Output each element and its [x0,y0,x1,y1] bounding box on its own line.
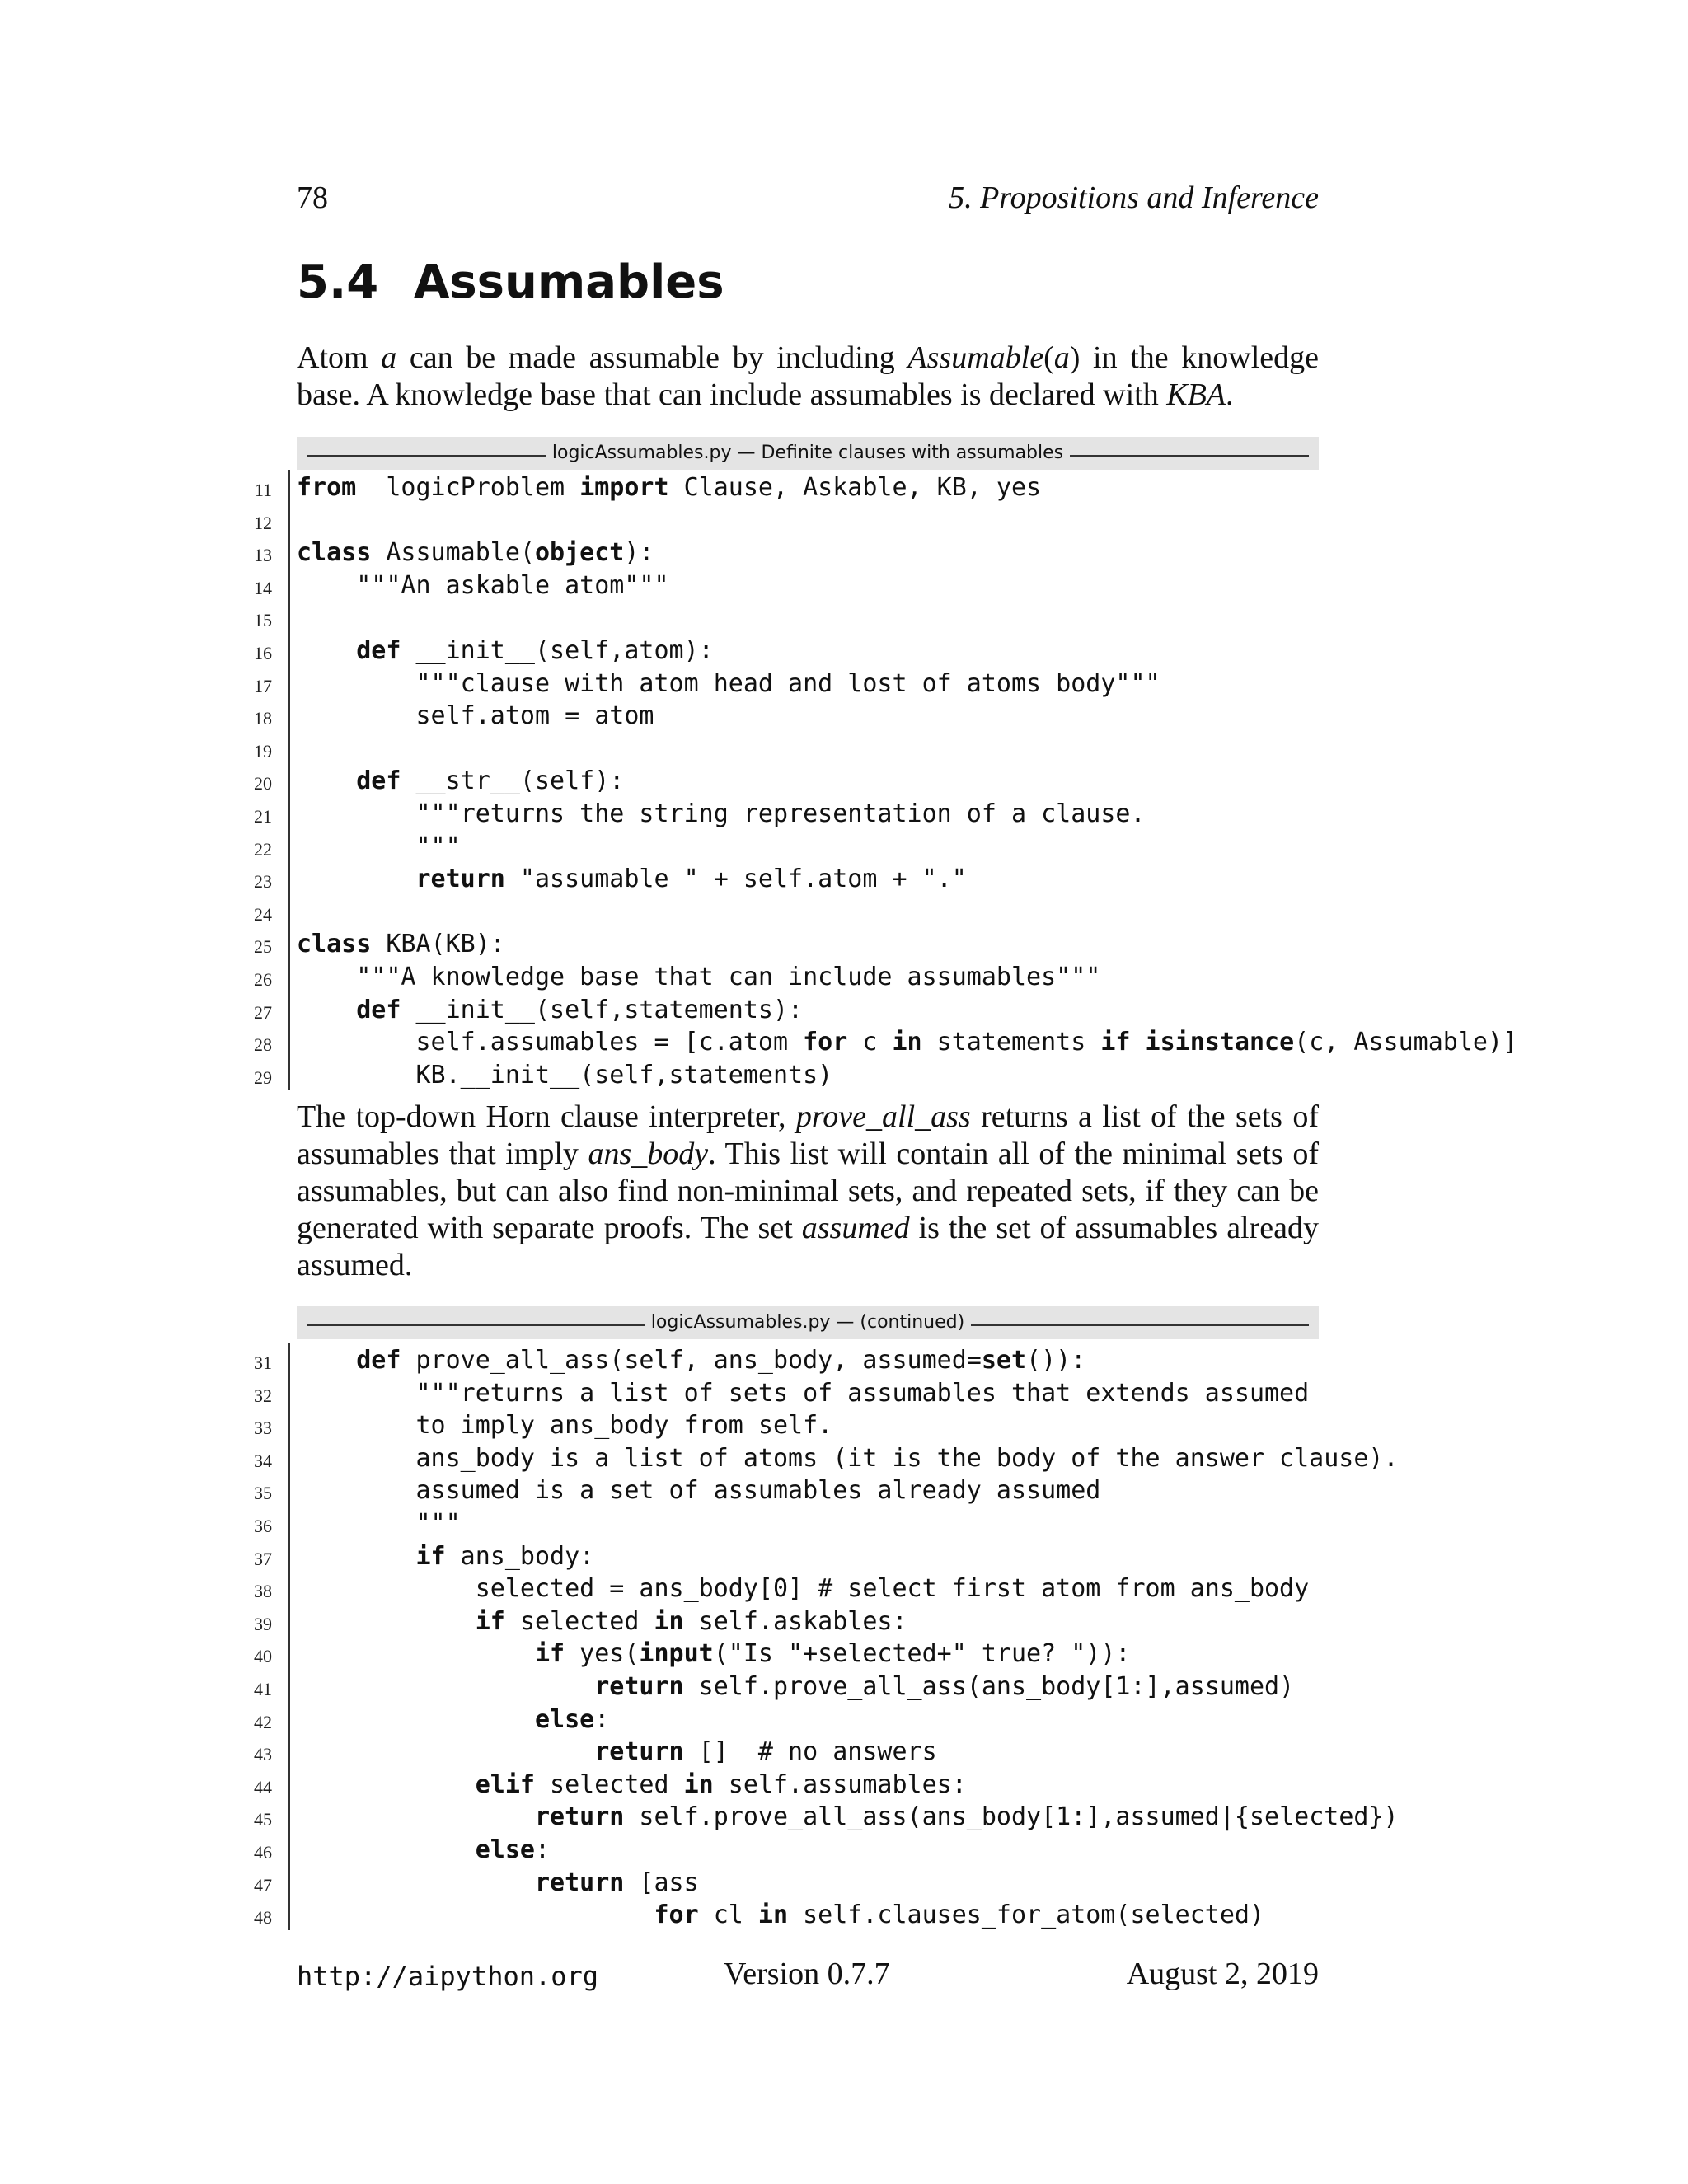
code-keyword: object [535,538,625,568]
code-line [247,1865,1451,1898]
code-keyword: in [654,1606,684,1636]
code-text [297,963,1100,991]
code-token [297,1672,594,1701]
code-text [297,865,967,893]
code-listing-2 [247,1343,1451,1930]
line-number: 12 [254,512,272,533]
code-token [297,1607,476,1636]
code-text [297,1770,967,1799]
line-number: 24 [254,903,272,925]
code-token: __str__(self): [401,766,625,796]
code-line [247,1669,1451,1702]
code-text [297,1411,832,1440]
code-token [297,865,416,893]
code-token: statements [921,1028,1101,1057]
code-keyword: def [356,766,401,796]
code-keyword: in [892,1028,922,1057]
code-line [247,470,1451,503]
code-token: cl [698,1900,758,1930]
footer-version: Version 0.7.7 [724,1957,890,1991]
footer-date: August 2, 2019 [1126,1957,1319,1991]
code-line [247,568,1451,601]
code-text [297,538,654,567]
math-term: KBA [1166,377,1226,412]
code-line [247,1057,1451,1090]
code-keyword: in [757,1900,789,1930]
line-number: 19 [254,740,272,762]
code-keyword: in [683,1769,714,1799]
code-token: """returns the string representation of a clause. [297,799,1146,828]
code-keyword: for [654,1900,699,1930]
code-token: """clause with atom head and lost of atoms body""" [297,668,1160,698]
code-token [297,996,356,1024]
code-token: : [535,1835,551,1864]
code-token [297,1542,416,1571]
code-text [297,1868,699,1897]
code-keyword: isinstance [1145,1028,1295,1057]
code-keyword: return [415,865,505,894]
code-line [247,503,1451,536]
line-number: 15 [254,610,272,631]
code-token: self.assumables: [713,1769,967,1799]
code-token: """ [297,832,461,861]
code-keyword: def [356,995,401,1024]
line-number: 21 [254,805,272,827]
code-line [247,1832,1451,1865]
line-number: 39 [254,1613,272,1634]
code-token: ("Is "+selected+" true? ")): [713,1639,1131,1669]
code-token: self.prove_all_ass(ans_body[1:],assumed|{selected}) [624,1802,1399,1832]
code-line [247,1604,1451,1637]
code-keyword: for [803,1028,848,1057]
text-run: . [1226,377,1234,412]
code-token: __init__(self,statements): [401,995,804,1024]
code-line [247,763,1451,796]
code-line [247,1376,1451,1408]
code-line [247,861,1451,894]
code-keyword: return [534,1868,625,1897]
line-number: 38 [254,1581,272,1602]
code-text [297,1444,1399,1473]
code-line [247,796,1451,829]
code-token: assumed is a set of assumables already assumed [297,1476,1101,1506]
code-line [247,1636,1451,1669]
code-text [297,636,714,665]
code-line [247,926,1451,959]
line-number: 27 [254,1001,272,1023]
code-keyword: def [356,635,401,665]
line-number: 25 [254,936,272,958]
code-line [247,992,1451,1025]
code-keyword: set [981,1346,1027,1375]
code-text [297,799,1146,828]
footer-url[interactable]: http://aipython.org [297,1961,599,1992]
code-token: __init__(self,atom): [401,635,714,665]
code-line [247,1408,1451,1441]
code-keyword: elif [475,1769,535,1799]
code-line [247,600,1451,633]
math-var: a [381,340,397,375]
code-text [297,996,803,1024]
text-run: can be made assumable by including [396,340,908,375]
code-text [297,1476,1100,1505]
code-text [297,1672,1294,1701]
code-token: [ass [624,1868,699,1897]
code-token [297,1802,535,1831]
code-token: "assumable " + self.atom + "." [504,865,967,894]
code-line [247,698,1451,731]
intro-paragraph [297,340,1319,414]
code-line [247,1441,1451,1474]
section-heading [297,255,724,309]
function-name: prove_all_ass [795,1099,971,1134]
explanation-paragraph [297,1099,1319,1284]
code-text [297,571,669,600]
code-line [247,829,1451,862]
code-banner-2 [297,1306,1319,1339]
code-token: """A knowledge base that can include assumables""" [297,962,1101,991]
line-number: 31 [254,1352,272,1373]
code-token: KB.__init__(self,statements) [297,1060,833,1090]
code-token: ans_body: [445,1541,595,1571]
code-token: ): [624,538,654,568]
code-keyword: if [475,1606,505,1636]
code-text [297,1639,1130,1668]
code-token: (c, Assumable)] [1294,1028,1518,1057]
code-keyword: class [297,538,372,568]
line-number: 43 [254,1744,272,1765]
line-number: 33 [254,1418,272,1439]
code-token [297,1770,476,1799]
code-token [297,1737,594,1766]
code-text [297,1802,1399,1831]
line-number: 16 [254,642,272,663]
line-number: 17 [254,675,272,696]
code-keyword: if [1100,1028,1131,1057]
code-token [297,1705,535,1734]
code-text [297,930,505,958]
code-keyword: return [534,1802,625,1832]
code-keyword: return [594,1737,684,1767]
code-keyword: else [534,1704,595,1734]
section-title: Assumables [414,255,724,309]
code-text [297,669,1160,698]
line-number: 46 [254,1841,272,1863]
code-text [297,1061,832,1090]
line-number: 20 [254,773,272,794]
code-token [297,1835,476,1864]
code-text [297,1542,594,1571]
code-text [297,1737,937,1766]
code-line [247,1702,1451,1735]
code-token [1130,1028,1145,1057]
code-text [297,701,654,730]
line-number: 34 [254,1450,272,1471]
code-banner-1 [297,437,1319,470]
code-keyword: def [356,1346,401,1375]
code-text [297,1379,1309,1408]
code-line [247,1024,1518,1057]
code-token: : [594,1704,610,1734]
page-number: 78 [297,180,328,215]
text-run: ( [1043,340,1054,375]
code-token: selected [535,1769,684,1799]
line-number: 48 [254,1907,272,1929]
code-line [247,1343,1451,1376]
code-keyword: from [297,473,357,502]
code-banner-title: logicAssumables.py — (continued) [645,1312,971,1333]
code-line [247,1799,1451,1832]
line-number: 44 [254,1776,272,1797]
line-number: 26 [254,968,272,990]
running-title: 5. Propositions and Inference [949,180,1319,215]
code-text [297,1346,1085,1375]
code-token [297,1639,535,1668]
code-line [247,1767,1451,1800]
code-line [247,1571,1451,1604]
text-run: is the set of assumables already assumed. [297,1211,1320,1282]
line-number: 47 [254,1874,272,1896]
code-keyword: return [594,1671,684,1701]
variable-name: assumed [801,1211,910,1245]
code-token: selected = ans_body[0] # select first atom from ans_body [297,1574,1310,1604]
variable-name: ans_body [588,1137,709,1171]
code-token: ()): [1026,1346,1086,1375]
code-line [247,1734,1451,1767]
text-run: The top-down Horn clause interpreter, [297,1099,796,1134]
code-token: yes( [565,1639,640,1669]
line-number: 41 [254,1678,272,1699]
code-text [297,1028,1517,1057]
line-number: 23 [254,871,272,893]
code-token: self.prove_all_ass(ans_body[1:],assumed) [683,1671,1295,1701]
code-keyword: input [639,1639,714,1669]
code-text [297,1607,907,1636]
code-text [297,473,1041,502]
code-keyword: import [579,473,669,502]
code-token [297,1346,356,1375]
code-token: prove_all_ass(self, ans_body, assumed= [401,1346,982,1375]
line-number: 32 [254,1385,272,1406]
code-line [247,894,1451,927]
code-line [247,1539,1451,1572]
code-banner-title: logicAssumables.py — Definite clauses with assumables [546,443,1070,463]
code-token: logicProblem [356,473,580,502]
code-token: selected [504,1606,654,1636]
section-number: 5.4 [297,255,379,309]
code-token [297,1900,654,1929]
page-footer [297,1956,1319,1997]
code-token: self.askables: [683,1606,907,1636]
code-token: self.assumables = [c.atom [297,1028,804,1057]
line-number: 42 [254,1711,272,1732]
line-number: 13 [254,545,272,566]
text-run: . This list will contain all of the minimal sets of assumables, but can also find non-minimal sets, and repeated sets, if they can be generated with separate proofs. The set [297,1137,1319,1245]
code-line [247,1897,1451,1930]
code-text [297,1900,1264,1929]
line-number: 36 [254,1515,272,1536]
code-text [297,832,461,861]
code-token: [] # no answers [683,1737,937,1767]
page-header [297,180,1319,226]
code-text [297,1705,609,1734]
code-token: self.atom = atom [297,701,654,731]
text-run: returns a list of the sets of assumables that imply [297,1099,1319,1171]
code-line [247,1506,1451,1539]
code-token: """returns a list of sets of assumables that extends assumed [297,1378,1310,1408]
code-text [297,1835,550,1864]
code-text [297,1509,461,1538]
code-token: """ [297,1508,461,1538]
line-number: 22 [254,838,272,860]
code-line [247,1473,1451,1506]
code-token: KBA(KB): [371,930,505,959]
line-number: 28 [254,1034,272,1056]
code-keyword: if [415,1541,446,1571]
text-run: ) [1069,340,1081,375]
line-number: 11 [254,480,272,500]
code-token: Clause, Askable, KB, yes [668,473,1042,502]
code-line [247,731,1451,764]
code-text [297,1574,1309,1603]
code-token [297,766,356,795]
code-token: Assumable( [371,538,535,568]
code-token: """An askable atom""" [297,570,669,600]
math-term: Assumable [907,340,1044,375]
line-number: 37 [254,1548,272,1569]
code-line [247,666,1451,699]
text-run: Atom [297,340,382,375]
code-token: ans_body is a list of atoms (it is the body of the answer clause). [297,1443,1399,1473]
code-token: self.clauses_for_atom(selected) [788,1900,1265,1930]
code-keyword: class [297,930,372,959]
code-listing-1 [247,470,1518,1090]
line-number: 35 [254,1483,272,1504]
code-token: c [847,1028,893,1057]
line-number: 40 [254,1646,272,1667]
code-keyword: else [475,1835,535,1864]
line-number: 14 [254,577,272,598]
text-run: in the knowledge base. A knowledge base that can include assumables is declared with [297,340,1320,412]
code-token [297,636,356,665]
line-number: 45 [254,1809,272,1830]
line-number: 18 [254,708,272,729]
code-token [297,1868,535,1897]
code-text [297,766,624,795]
math-var: a [1053,340,1070,375]
code-token: to imply ans_body from self. [297,1411,833,1441]
code-line [247,535,1451,568]
code-keyword: if [534,1639,565,1669]
code-line [247,959,1451,992]
code-line [247,633,1451,666]
line-number: 29 [254,1066,272,1088]
